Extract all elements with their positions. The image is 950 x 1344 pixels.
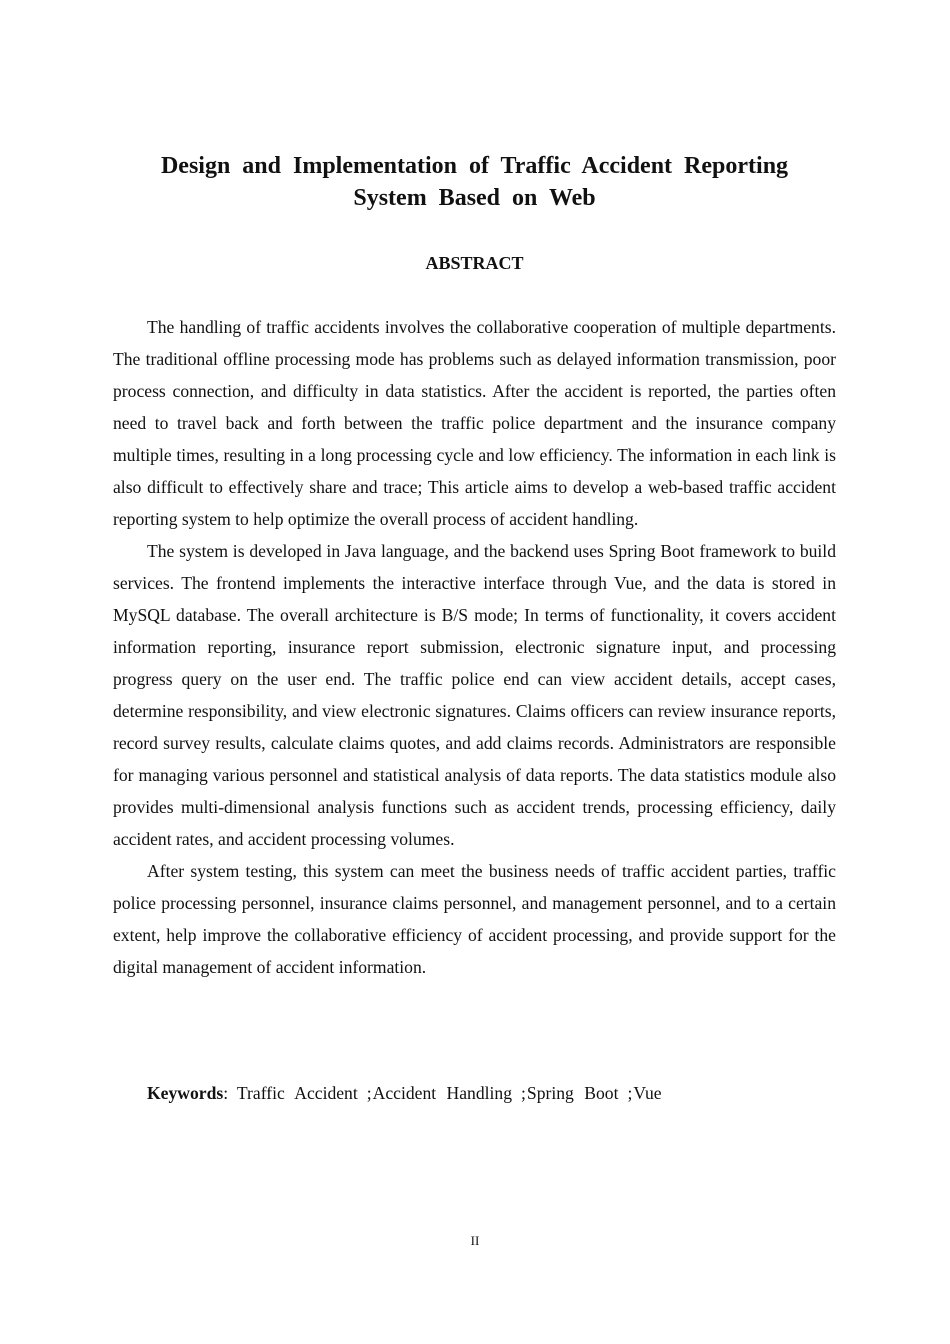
abstract-body — [113, 311, 836, 983]
abstract-heading: ABSTRACT — [425, 253, 524, 273]
keywords-label: Keywords — [147, 1083, 224, 1103]
keyword-separator: ; — [366, 1083, 372, 1103]
keyword-item: Accident Handling — [372, 1083, 513, 1103]
abstract-paragraph-1: The handling of traffic accidents involves the collaborative cooperation of multiple departments. The traditional offline processing mode has problems such as delayed information transmission, poor process connection, and difficulty in data statistics. After the accident is reported, the parties often need to travel back and forth between the traffic police department and the insurance company multiple times, resulting in a long processing cycle and low efficiency. The information in each link is also difficult to effectively share and trace; This article aims to develop a web-based traffic accident reporting system to help optimize the overall process of accident handling. — [113, 317, 836, 529]
abstract-paragraph-3: After system testing, this system can meet the business needs of traffic accident parties, traffic police processing personnel, insurance claims personnel, and management personnel, and to a certain extent, help improve the collaborative efficiency of accident processing, and provide support for the digital management of accident information. — [113, 861, 836, 977]
keywords-colon: : — [223, 1083, 229, 1103]
keyword-item: Vue — [633, 1083, 662, 1103]
title-line-2: System Based on Web — [353, 185, 596, 211]
title-line-1: Design and Implementation of Traffic Accident Reporting — [160, 153, 789, 179]
keyword-separator: ; — [521, 1083, 526, 1103]
keyword-separator: ; — [627, 1083, 633, 1103]
document-title — [113, 150, 836, 214]
page-number: II — [470, 1233, 480, 1248]
keywords-line — [147, 1077, 662, 1109]
keyword-item: Spring Boot — [526, 1083, 619, 1103]
keyword-item: Traffic Accident — [236, 1083, 358, 1103]
abstract-paragraph-2: The system is developed in Java language, and the backend uses Spring Boot framework to build services. The frontend implements the interactive interface through Vue, and the data is stored in MySQL database. The overall architecture is B/S mode; In terms of functionality, it covers accident information reporting, insurance report submission, electronic signature input, and processing progress query on the user end. The traffic police end can view accident details, accept cases, determine responsibility, and view electronic signatures. Claims officers can review insurance reports, record survey results, calculate claims quotes, and add claims records. Administrators are responsible for managing various personnel and statistical analysis of data reports. The data statistics module also provides multi-dimensional analysis functions such as accident trends, processing efficiency, daily accident rates, and accident processing volumes. — [113, 541, 836, 849]
